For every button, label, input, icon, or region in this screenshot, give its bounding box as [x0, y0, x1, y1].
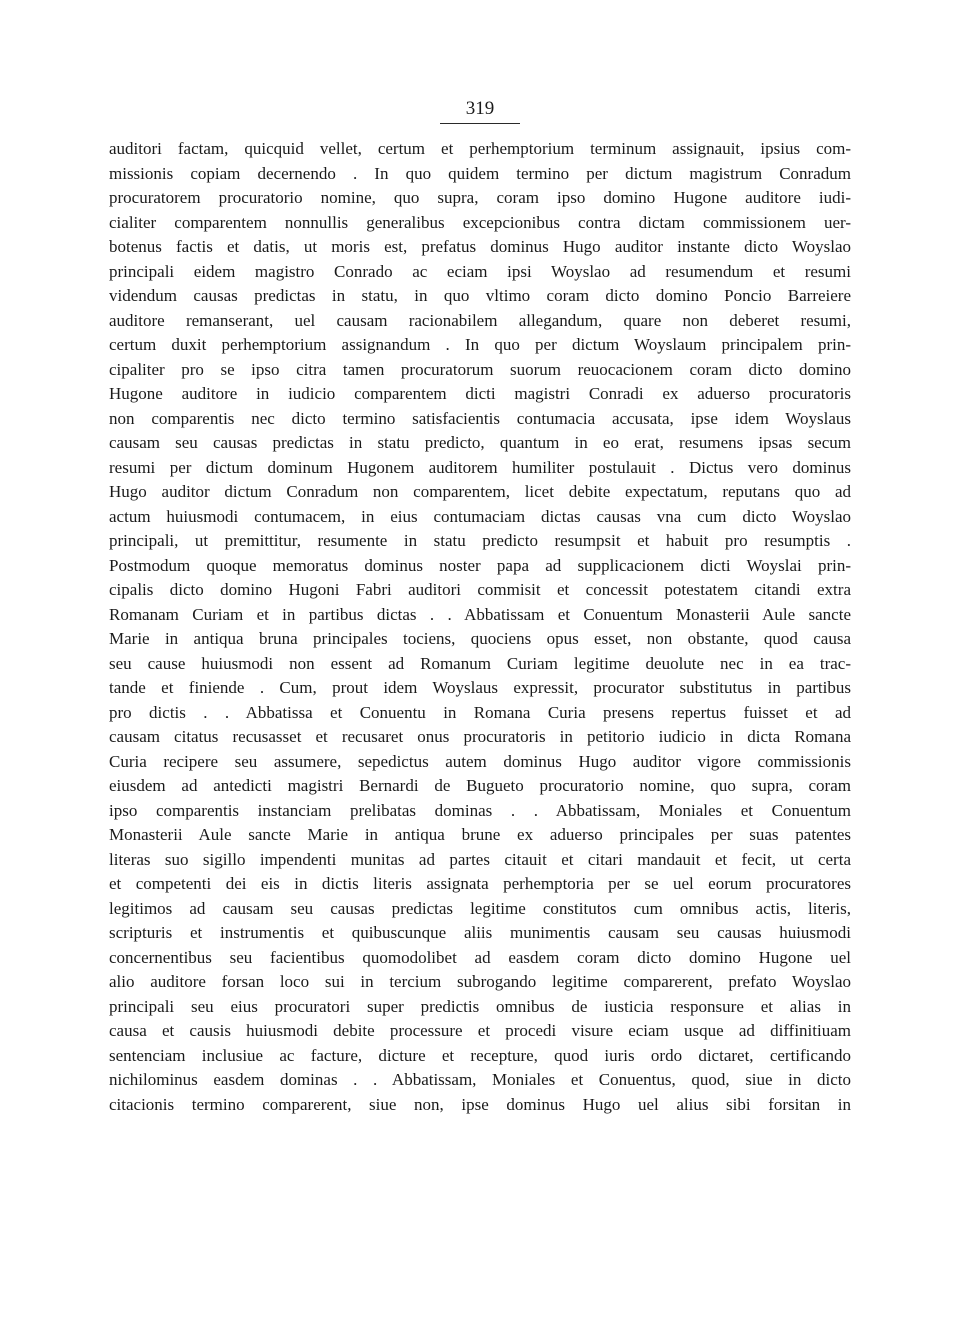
text-line: procuratorem procuratorio nomine, quo supra, coram ipso domino Hugone auditore iudi- [109, 188, 851, 207]
text-line: resumi per dictum dominum Hugonem auditorem humiliter postulauit . Dictus vero dominus [109, 457, 851, 477]
text-line: Hugone auditore in iudicio comparentem dicti magistri Conradi ex aduerso procuratoris [109, 384, 851, 403]
text-line: causa et causis huiusmodi debite processure et procedi visure eciam usque ad diffinitiuam [109, 1021, 851, 1040]
text-line: Postmodum quoque memoratus dominus noster papa ad supplicacionem dicti Woyslai prin- [109, 555, 851, 575]
text-line: botenus factis et datis, ut moris est, prefatus dominus Hugo auditor instante dicto Woyslao [109, 237, 851, 256]
text-line: principali seu eius procuratori super predictis omnibus de iusticia responsure et alias in [109, 996, 851, 1016]
text-line: Hugo auditor dictum Conradum non comparentem, licet debite expectatum, reputans quo ad [109, 482, 851, 501]
text-line: principali eidem magistro Conrado ac eciam ipsi Woyslao ad resumendum et resumi [109, 261, 851, 281]
text-line: Romanam Curiam et in partibus dictas . . Abbatissam et Conuentum Monasterii Aule sancte [109, 604, 851, 624]
text-line: cipalis dicto domino Hugoni Fabri auditori commisit et concessit potestatem citandi extra [109, 580, 851, 599]
text-line: ipso comparentis instanciam prelibatas dominas . . Abbatissam, Moniales et Conuentum [109, 800, 851, 820]
text-line: pro dictis . . Abbatissa et Conuentu in Romana Curia presens repertus fuisset et ad [109, 702, 851, 722]
text-line: literas suo sigillo impendenti munitas ad partes citauit et citari mandauit et fecit, ut certa [109, 849, 851, 869]
text-line: auditori factam, quicquid vellet, certum et perhemptorium terminum assignauit, ipsius com- [109, 139, 851, 158]
text-line: sentenciam inclusiue ac facture, dicture et recepture, quod iuris ordo dictaret, certificando [109, 1045, 851, 1065]
text-line: alio auditore forsan loco sui in tercium subrogando legitime comparerent, prefato Woyslao [109, 972, 851, 991]
text-line: auditore remanserant, uel causam racionabilem allegandum, quare non deberet resumi, [109, 310, 851, 330]
text-line: non comparentis nec dicto termino satisfacientis contumacia accusata, ipse idem Woyslaus [109, 408, 851, 428]
text-line: principali, ut premittitur, resumente in statu predicto resumpsit et habuit pro resumptis . [109, 531, 851, 550]
page-number: 319 [465, 98, 495, 119]
page-number-rule [440, 123, 520, 124]
text-line: cipaliter pro se ipso citra tamen procuratorum suorum reuocacionem coram dicto domino [109, 359, 851, 379]
text-line: legitimos ad causam seu causas predictas legitime constitutos cum omnibus actis, literis, [109, 898, 851, 918]
text-line: seu cause huiusmodi non essent ad Romanum Curiam legitime deuolute nec in ea trac- [109, 653, 851, 673]
text-line: videndum causas predictas in statu, in quo vltimo coram dicto domino Poncio Barreiere [109, 286, 851, 305]
text-line: Curia recipere seu assumere, sepedictus autem dominus Hugo auditor vigore commissionis [109, 751, 851, 771]
text-line: nichilominus easdem dominas . . Abbatissam, Moniales et Conuentus, quod, siue in dicto [109, 1070, 851, 1089]
text-line: causam seu causas predictas in statu predicto, quantum in eo erat, resumens ipsas secum [109, 433, 851, 452]
text-line: cialiter comparentem nonnullis generalibus excepcionibus contra dictam commissionem uer- [109, 212, 851, 232]
text-line: certum duxit perhemptorium assignandum . In quo per dictum Woyslaum principalem prin- [109, 335, 851, 354]
text-line: causam citatus recusasset et recusaret onus procuratoris in petitorio iudicio in dicta Romana [109, 727, 851, 746]
text-line: tande et finiende . Cum, prout idem Woyslaus expressit, procurator substitutus in partibus [109, 678, 851, 697]
text-line: Monasterii Aule sancte Marie in antiqua brune ex aduerso principales per suas patentes [109, 825, 851, 844]
text-line: concernentibus seu facientibus quomodolibet ad easdem coram dicto domino Hugone uel [109, 947, 851, 967]
text-line: scripturis et instrumentis et quibuscunque aliis munimentis causam seu causas huiusmodi [109, 923, 851, 942]
text-line: Marie in antiqua bruna principales tociens, quociens opus esset, non obstante, quod causa [109, 629, 851, 648]
body-text [109, 137, 851, 1117]
text-line: et competenti dei eis in dictis literis assignata perhemptoria per se uel eorum procuratores [109, 874, 851, 893]
text-line: actum huiusmodi contumacem, in eius contumaciam dictas causas vna cum dicto Woyslao [109, 506, 851, 526]
text-line: citacionis termino comparerent, siue non, ipse dominus Hugo uel alius sibi forsitan in [109, 1094, 851, 1114]
text-line: missionis copiam decernendo . In quo quidem termino per dictum magistrum Conradum [109, 163, 851, 183]
text-line: eiusdem ad antedicti magistri Bernardi de Bugueto procuratorio nomine, quo supra, coram [109, 776, 851, 795]
